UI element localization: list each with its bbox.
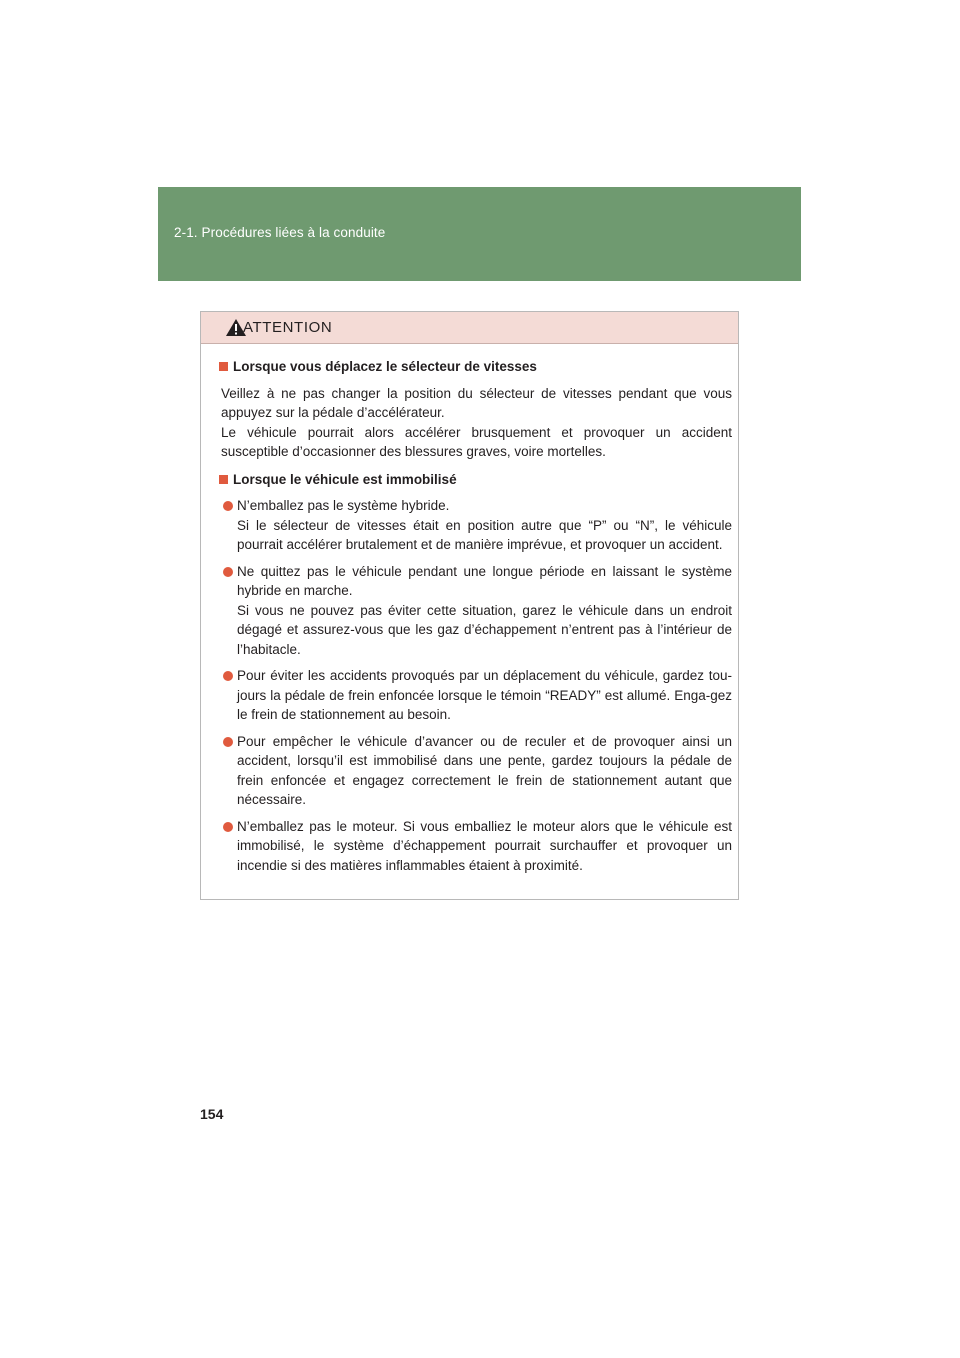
bullet-line: N’emballez pas le moteur. Si vous emballiez le moteur alors que le véhicule est immobilisé, le système d’échappement pourrait surchauffer et provoquer un incendie si des matières inflammables étaient à proximité. <box>237 818 732 873</box>
bullet-line: N’emballez pas le système hybride. <box>237 498 450 513</box>
circle-bullet-icon <box>223 737 233 747</box>
square-bullet-icon <box>219 362 228 371</box>
warning-box <box>200 311 739 900</box>
warning-section-2 <box>219 470 732 876</box>
warning-title: ATTENTION <box>243 319 333 336</box>
square-bullet-icon <box>219 475 228 484</box>
paragraph: Veillez à ne pas changer la position du sélecteur de vitesses pendant que vous appuyez sur la pédale d’accélérateur. <box>221 385 732 420</box>
section-body <box>219 384 732 462</box>
warning-header <box>201 312 738 344</box>
list-item <box>221 732 732 810</box>
list-item <box>221 496 732 555</box>
paragraph: Le véhicule pourrait alors accélérer brusquement et provoquer un accident susceptible d’occasionner des blessures graves, voire mortelles. <box>221 424 732 459</box>
page-number: 154 <box>200 1106 224 1122</box>
section-header-band <box>158 187 801 281</box>
warning-section-1 <box>219 357 732 462</box>
section-heading <box>219 470 732 490</box>
bullet-line: Si le sélecteur de vitesses était en position autre que “P” ou “N”, le véhicule pourrait accélérer brutalement et de manière imprévue, et provoquer un accident. <box>237 517 732 552</box>
section-heading-text: Lorsque vous déplacez le sélecteur de vitesses <box>233 359 537 374</box>
bullet-line: Ne quittez pas le véhicule pendant une longue période en laissant le système hybride en marche. <box>237 563 732 598</box>
section-heading <box>219 357 732 377</box>
list-item <box>221 817 732 876</box>
circle-bullet-icon <box>223 567 233 577</box>
section-heading-text: Lorsque le véhicule est immobilisé <box>233 471 457 487</box>
warning-body <box>201 344 738 875</box>
bullet-line: Si vous ne pouvez pas éviter cette situation, garez le véhicule dans un endroit dégagé et assurez-vous que les gaz d’échappement n’entrent pas à l’intérieur de l’habitacle. <box>237 602 732 657</box>
circle-bullet-icon <box>223 501 233 511</box>
bullet-line: Pour éviter les accidents provoqués par un déplacement du véhicule, gardez tou-jours la pédale de frein enfoncée lorsque le témoin “READY” est allumé. Enga-gez le frein de stationnement au besoin. <box>237 668 732 722</box>
section-title: 2-1. Procédures liées à la conduite <box>174 225 386 240</box>
bullet-list <box>219 496 732 875</box>
list-item <box>221 666 732 725</box>
circle-bullet-icon <box>223 671 233 681</box>
bullet-line: Pour empêcher le véhicule d’avancer ou de reculer et de provoquer ainsi un accident, lorsqu’il est immobilisé dans une pente, gardez toujours la pédale de frein enfoncée et engagez correctement le frein de stationnement autant que nécessaire. <box>237 733 732 807</box>
circle-bullet-icon <box>223 822 233 832</box>
list-item <box>221 562 732 660</box>
